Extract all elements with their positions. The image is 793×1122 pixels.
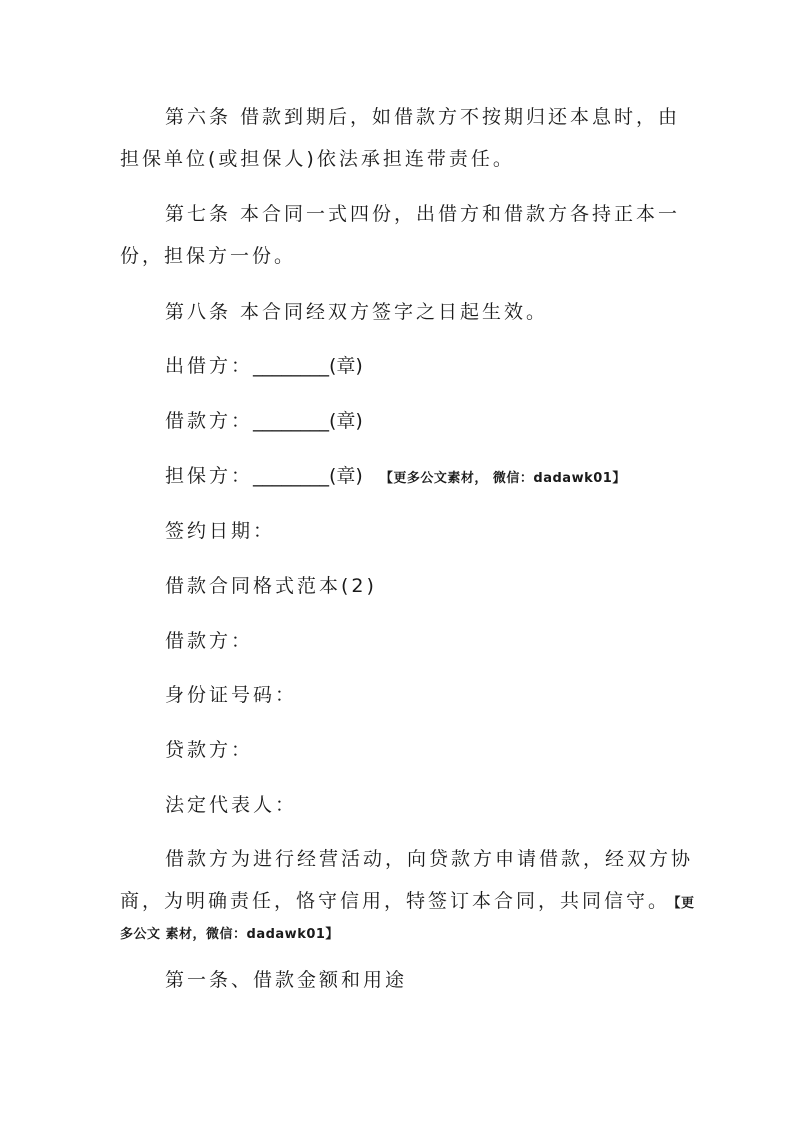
article-6-line-2: 担保单位(或担保人)依法承担连带责任。 bbox=[120, 148, 515, 170]
borrower-field: 借款方： bbox=[165, 630, 254, 652]
signing-date: 签约日期： bbox=[165, 520, 276, 542]
intro-paragraph-line-2 bbox=[120, 888, 695, 917]
guarantor-seal: (章) bbox=[329, 465, 363, 487]
article-8: 第八条 本合同经双方签字之日起生效。 bbox=[165, 301, 549, 323]
article-7-line-2: 份，担保方一份。 bbox=[120, 245, 297, 267]
article-7-line-1: 第七条 本合同一式四份，出借方和借款方各持正本一 bbox=[165, 203, 681, 225]
borrower-label: 借款方： bbox=[165, 410, 254, 432]
intro-paragraph-line-1: 借款方为进行经营活动，向贷款方申请借款，经双方协 bbox=[165, 848, 694, 870]
id-number-field: 身份证号码： bbox=[165, 684, 298, 706]
legal-representative-field: 法定代表人： bbox=[165, 794, 298, 816]
lender-signature-line bbox=[165, 353, 363, 379]
guarantor-signature-line bbox=[165, 463, 626, 492]
section-title-2: 借款合同格式范本(2) bbox=[165, 575, 377, 597]
borrower-blank: ________ bbox=[253, 410, 330, 432]
promo-note: 【更多公文素材， 微信：dadawk01】 bbox=[379, 471, 626, 486]
lender-label: 出借方： bbox=[165, 355, 254, 377]
article-6-line-1: 第六条 借款到期后，如借款方不按期归还本息时，由 bbox=[165, 106, 681, 128]
borrower-signature-line bbox=[165, 408, 363, 434]
guarantor-blank: ________ bbox=[253, 465, 330, 487]
promo-note-2a: 【更 bbox=[674, 896, 695, 911]
lender-seal: (章) bbox=[329, 355, 363, 377]
promo-note-2b: 多公文 素材，微信：dadawk01】 bbox=[120, 927, 339, 942]
borrower-seal: (章) bbox=[329, 410, 363, 432]
intro-paragraph-text: 商，为明确责任，恪守信用，特签订本合同，共同信守。 bbox=[120, 890, 671, 912]
lender-field: 贷款方： bbox=[165, 739, 254, 761]
article-1-heading: 第一条、借款金额和用途 bbox=[165, 969, 408, 991]
lender-blank: ________ bbox=[253, 355, 330, 377]
guarantor-label: 担保方： bbox=[165, 465, 254, 487]
